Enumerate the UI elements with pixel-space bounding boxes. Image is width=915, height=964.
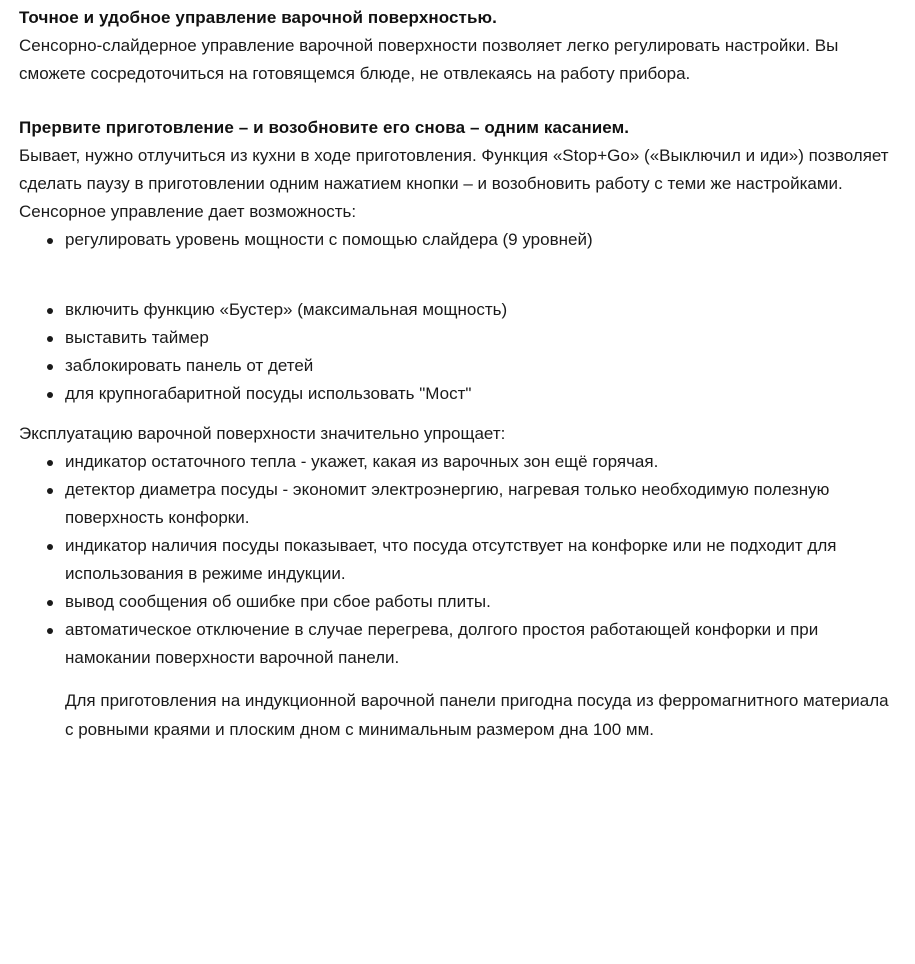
section-heading-stop-go: Прервите приготовление – и возобновите его снова – одним касанием. bbox=[19, 118, 630, 137]
list-item: вывод сообщения об ошибке при сбое работы плиты. bbox=[45, 588, 896, 616]
section-text-stop-go: Бывает, нужно отлучиться из кухни в ходе приготовления. Функция «Stop+Go» («Выключил и иди») позволяет сделать паузу в приготовлении одним нажатием кнопки – и возобновить работу с теми же настройками. bbox=[19, 146, 889, 193]
list-item: выставить таймер bbox=[45, 324, 896, 352]
list-item: индикатор наличия посуды показывает, что посуда отсутствует на конфорке или не подходит для использования в режиме индукции. bbox=[45, 532, 896, 588]
list-item: индикатор остаточного тепла - укажет, какая из варочных зон ещё горячая. bbox=[45, 448, 896, 476]
section-text-control: Сенсорно-слайдерное управление варочной поверхности позволяет легко регулировать настройки. Вы сможете сосредоточиться на готовящемся блюде, не отвлекаясь на работу прибора. bbox=[19, 36, 839, 83]
section-heading-control: Точное и удобное управление варочной поверхностью. bbox=[19, 8, 497, 27]
list-item: включить функцию «Бустер» (максимальная мощность) bbox=[45, 296, 896, 324]
list-item: детектор диаметра посуды - экономит электроэнергию, нагревая только необходимую полезную поверхность конфорки. bbox=[45, 476, 896, 532]
list-item: заблокировать панель от детей bbox=[45, 352, 896, 380]
section-control bbox=[19, 0, 896, 88]
list-item: регулировать уровень мощности с помощью слайдера (9 уровней) bbox=[45, 226, 896, 254]
touch-control-list bbox=[19, 226, 896, 408]
section-stop-go bbox=[19, 114, 896, 408]
cookware-note: Для приготовления на индукционной варочной панели пригодна посуда из ферромагнитного материала с ровными краями и плоским дном с минимальным размером дна 100 мм. bbox=[65, 691, 889, 739]
touch-control-intro: Сенсорное управление дает возможность: bbox=[19, 202, 357, 221]
list-item: для крупногабаритной посуды использовать "Мост" bbox=[45, 380, 896, 408]
section-operation bbox=[19, 420, 896, 744]
list-item: автоматическое отключение в случае перегрева, долгого простоя работающей конфорки и при намокании поверхности варочной панели. bbox=[45, 616, 896, 672]
operation-list bbox=[19, 448, 896, 672]
operation-intro: Эксплуатацию варочной поверхности значительно упрощает: bbox=[19, 424, 506, 443]
